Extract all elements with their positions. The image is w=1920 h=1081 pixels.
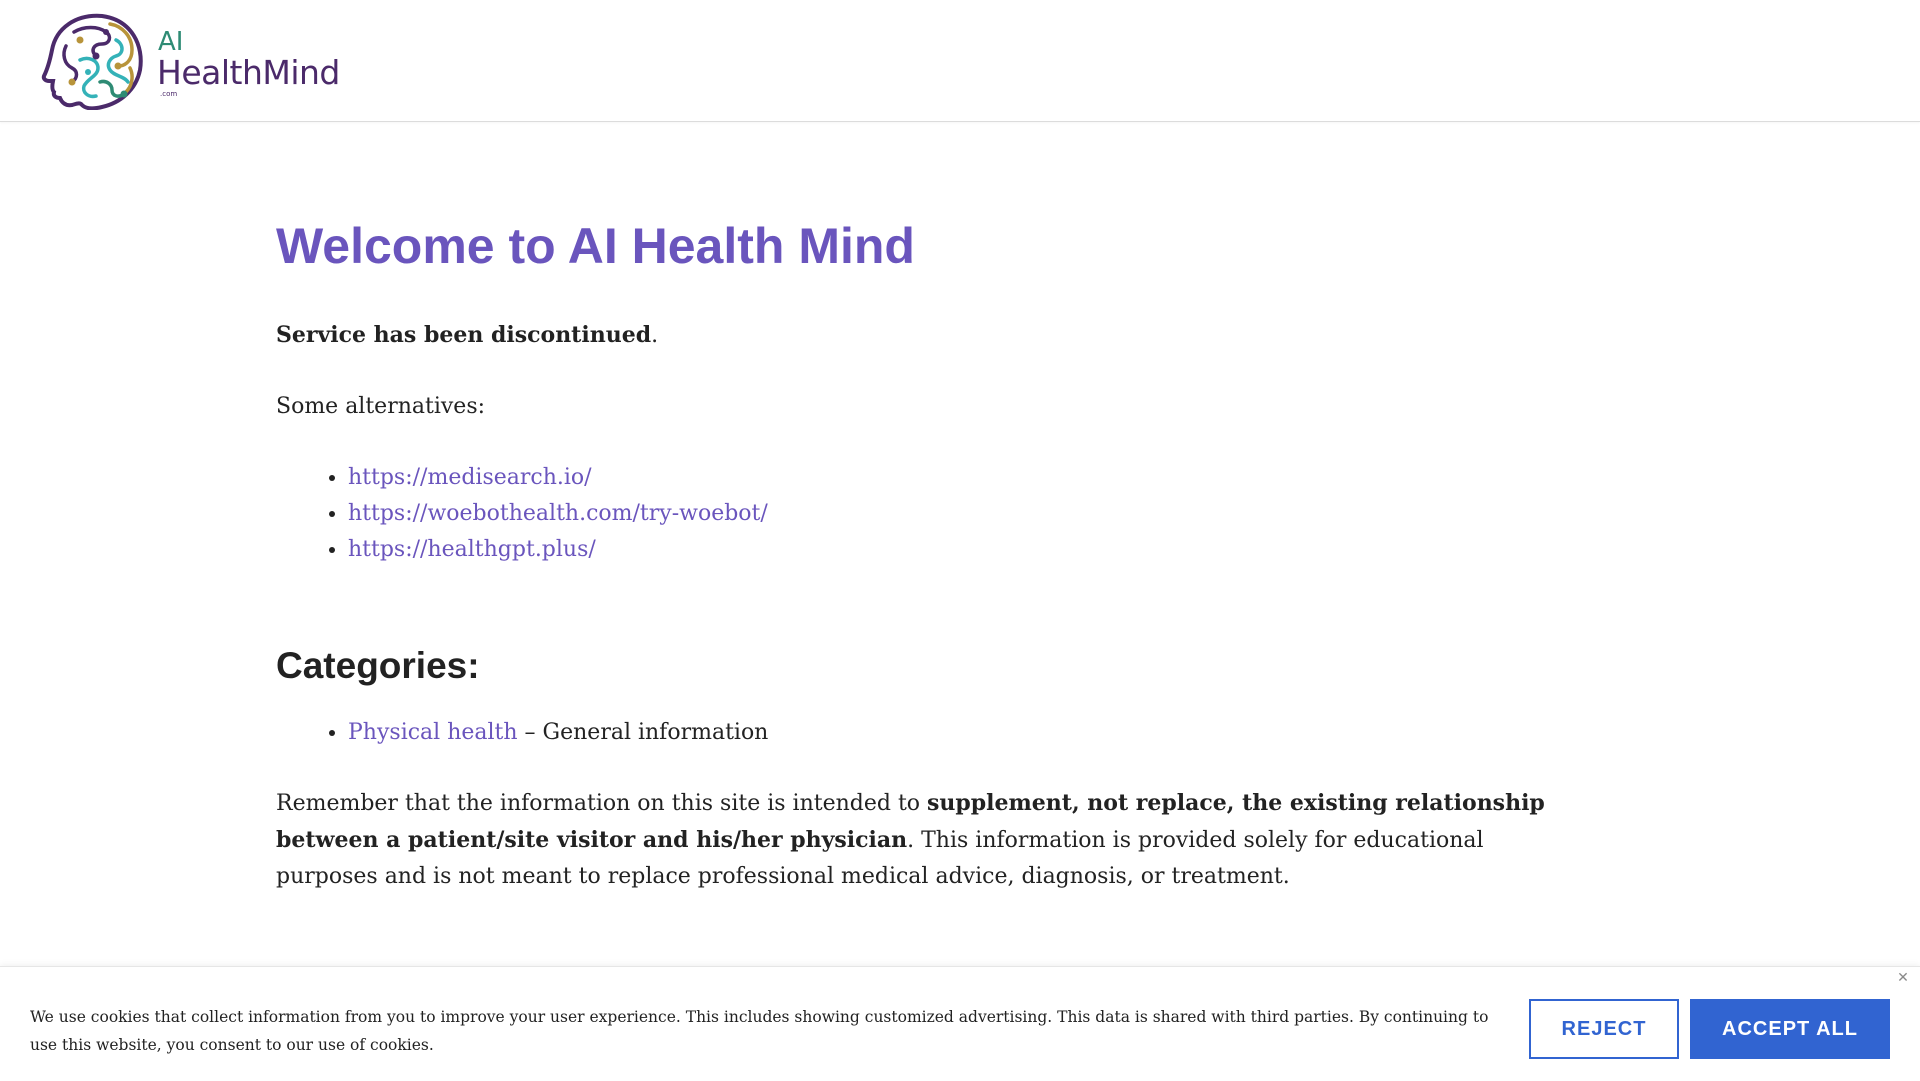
site-header <box>0 0 1920 122</box>
brain-head-icon <box>40 10 150 110</box>
alternative-link-woebot[interactable]: https://woebothealth.com/try-woebot/ <box>348 501 768 526</box>
list-item <box>348 460 1576 496</box>
alternative-link-healthgpt[interactable]: https://healthgpt.plus/ <box>348 537 596 562</box>
categories-heading: Categories: <box>276 645 480 686</box>
logo-text-name: HealthMind <box>157 53 340 92</box>
disclaimer-text-post: . This information is provided solely for educational purposes and is not meant to replace professional medical advice, diagnosis, or treatment. <box>276 828 1484 889</box>
logo-text-suffix: .com <box>160 90 178 98</box>
disclaimer-text-pre: Remember that the information on this site is intended to <box>276 791 928 816</box>
alternatives-intro: Some alternatives: <box>276 394 486 419</box>
alternatives-list <box>276 460 1576 568</box>
reject-button[interactable]: REJECT <box>1529 999 1679 1059</box>
alternative-link-medisearch[interactable]: https://medisearch.io/ <box>348 465 592 490</box>
categories-list <box>276 715 1576 751</box>
list-item <box>348 496 1576 532</box>
disclaimer-text-bold: supplement, not replace, the existing relationship between a patient/site visitor and his/her physician <box>276 790 1545 853</box>
category-link-physical-health[interactable]: Physical health <box>348 720 518 745</box>
disclaimer-paragraph <box>276 785 1576 895</box>
accept-all-button[interactable]: ACCEPT ALL <box>1690 999 1890 1059</box>
discontinued-notice <box>276 317 1576 354</box>
site-logo[interactable] <box>40 10 340 110</box>
discontinued-tail: . <box>651 323 659 348</box>
page-title: Welcome to AI Health Mind <box>276 218 915 274</box>
list-item <box>348 532 1576 568</box>
cookie-text: We use cookies that collect information from you to improve your user experience. This includes showing customized advertising. This data is shared with third parties. By continuing to use this website, you consent to our use of cookies. <box>30 1008 1489 1054</box>
logo-text-ai: AI <box>158 27 184 57</box>
discontinued-bold: Service has been discontinued <box>276 322 652 348</box>
main-content <box>276 212 1576 895</box>
cookie-banner <box>0 966 1920 1081</box>
category-description: – General information <box>517 720 769 745</box>
close-icon[interactable]: ✕ <box>1897 970 1909 986</box>
list-item <box>348 715 1576 751</box>
